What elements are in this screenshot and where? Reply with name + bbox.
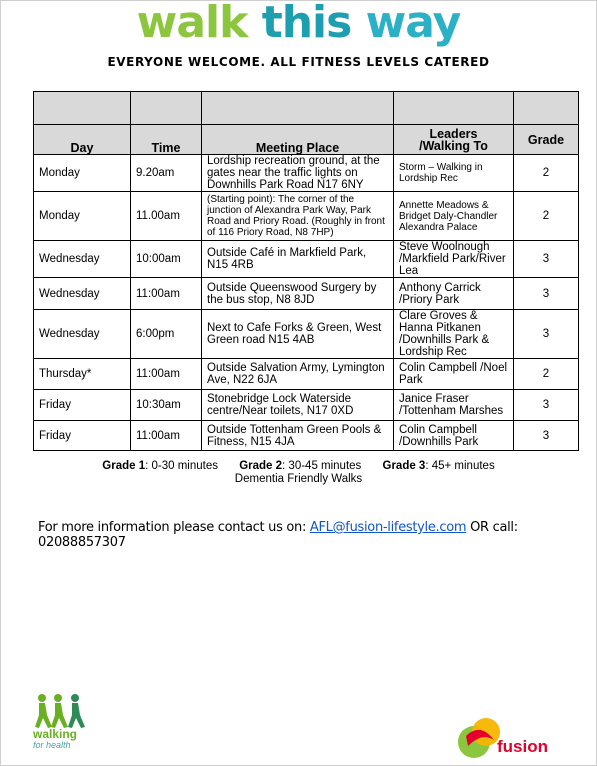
cell-day: Wednesday: [34, 310, 131, 359]
cell-day: Monday: [34, 155, 131, 192]
logo-word-walk: walk: [136, 0, 248, 48]
logo-word-this: this: [261, 0, 352, 48]
logo-word-way: way: [365, 0, 461, 48]
header-grade: Grade: [514, 125, 579, 155]
cell-day: Wednesday: [34, 241, 131, 278]
header-leaders: Leaders /Walking To: [394, 125, 514, 155]
cell-meeting-place: Next to Cafe Forks & Green, West Green road N15 4AB: [202, 310, 394, 359]
cell-time: 6:00pm: [131, 310, 202, 359]
header-day: Day: [34, 125, 131, 155]
cell-day: Wednesday: [34, 278, 131, 310]
cell-day: Thursday*: [34, 359, 131, 390]
cell-time: 11.00am: [131, 192, 202, 241]
email-link[interactable]: AFL@fusion-lifestyle.com: [309, 520, 467, 535]
walk-this-way-logo: [0, 0, 597, 50]
cell-day: Monday: [34, 192, 131, 241]
cell-grade: 3: [514, 390, 579, 421]
table-header-row: [34, 125, 579, 155]
walking-for-health-logo: walking for health: [33, 727, 78, 750]
table-row: [34, 390, 579, 421]
cell-grade: 3: [514, 278, 579, 310]
contact-line: For more information please contact us on: AFL@fusion-lifestyle.com OR call: 02088857307: [38, 520, 518, 550]
cell-leaders: Colin Campbell /Noel Park: [394, 359, 514, 390]
fusion-logo-text: fusion: [497, 737, 548, 756]
cell-meeting-place: Outside Queenswood Surgery by the bus stop, N8 8JD: [202, 278, 394, 310]
cell-grade: 2: [514, 155, 579, 192]
cell-time: 11:00am: [131, 421, 202, 451]
tagline: EVERYONE WELCOME. ALL FITNESS LEVELS CATERED: [107, 55, 490, 69]
header-time: Time: [131, 125, 202, 155]
cell-leaders: Colin Campbell /Downhills Park: [394, 421, 514, 451]
table-row: [34, 155, 579, 192]
cell-meeting-place: Lordship recreation ground, at the gates near the traffic lights on Downhills Park Road N17 6NY: [202, 155, 394, 192]
cell-time: 11:00am: [131, 278, 202, 310]
cell-time: 9.20am: [131, 155, 202, 192]
cell-leaders: Storm – Walking in Lordship Rec: [394, 155, 514, 192]
dementia-note: Dementia Friendly Walks: [234, 473, 363, 485]
table-row: [34, 310, 579, 359]
cell-meeting-place: (Starting point): The corner of the junction of Alexandra Park Way, Park Road and Priory Road. (Roughly in front of 116 Priory Road, N8 7HP): [202, 192, 394, 241]
cell-leaders: Anthony Carrick /Priory Park: [394, 278, 514, 310]
cell-grade: 3: [514, 310, 579, 359]
cell-leaders: Steve Woolnough /Markfield Park/River Lea: [394, 241, 514, 278]
cell-meeting-place: Stonebridge Lock Waterside centre/Near toilets, N17 0XD: [202, 390, 394, 421]
cell-grade: 3: [514, 241, 579, 278]
cell-time: 10:00am: [131, 241, 202, 278]
header-meeting-place: Meeting Place: [202, 125, 394, 155]
table-row: [34, 421, 579, 451]
cell-grade: 2: [514, 192, 579, 241]
table-row: [34, 241, 579, 278]
cell-time: 11:00am: [131, 359, 202, 390]
grade-legend: Grade 1: 0-30 minutes Grade 2: 30-45 minutes Grade 3: 45+ minutes: [102, 460, 495, 472]
cell-grade: 3: [514, 421, 579, 451]
cell-grade: 2: [514, 359, 579, 390]
cell-time: 10:30am: [131, 390, 202, 421]
cell-leaders: Janice Fraser /Tottenham Marshes: [394, 390, 514, 421]
cell-day: Friday: [34, 390, 131, 421]
table-blank-row: [34, 92, 579, 125]
cell-meeting-place: Outside Salvation Army, Lymington Ave, N22 6JA: [202, 359, 394, 390]
cell-leaders: Annette Meadows & Bridget Daly-Chandler Alexandra Palace: [394, 192, 514, 241]
walks-table: [33, 91, 579, 451]
table-row: [34, 278, 579, 310]
cell-meeting-place: Outside Tottenham Green Pools & Fitness, N15 4JA: [202, 421, 394, 451]
cell-day: Friday: [34, 421, 131, 451]
cell-meeting-place: Outside Café in Markfield Park, N15 4RB: [202, 241, 394, 278]
cell-leaders: Clare Groves & Hanna Pitkanen /Downhills Park & Lordship Rec: [394, 310, 514, 359]
table-row: [34, 192, 579, 241]
table-row: [34, 359, 579, 390]
